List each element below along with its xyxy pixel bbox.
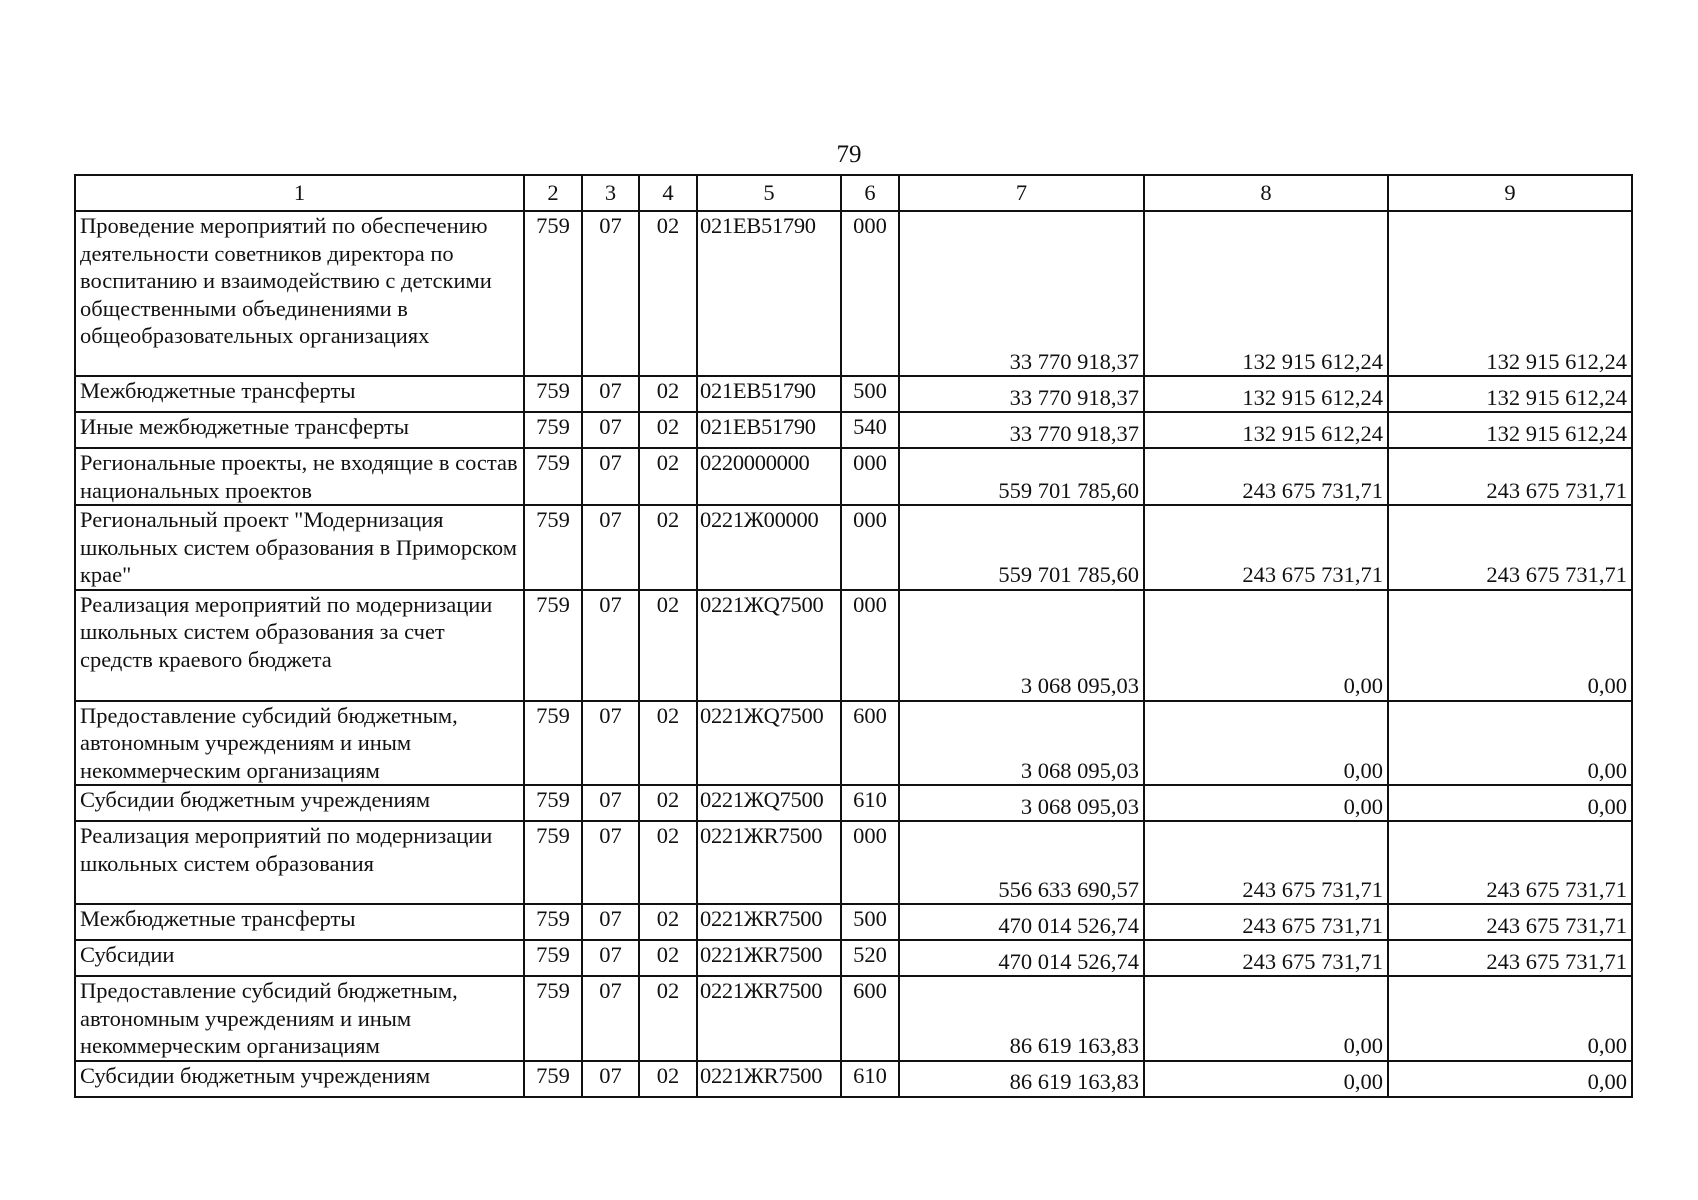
chapter-code-cell: 759 — [524, 448, 582, 505]
amount-cell-col8: 132 915 612,24 — [1144, 211, 1388, 376]
table-row — [75, 904, 1632, 940]
section-code-cell: 07 — [582, 904, 639, 940]
expense-type-code-cell: 000 — [841, 821, 899, 904]
amount-cell-col7: 86 619 163,83 — [899, 1061, 1144, 1097]
amount-cell-col9: 243 675 731,71 — [1388, 448, 1632, 505]
section-code-cell: 07 — [582, 448, 639, 505]
subsection-code-cell: 02 — [639, 976, 697, 1061]
table-row — [75, 505, 1632, 590]
table-row — [75, 1061, 1632, 1097]
expense-type-code-cell: 000 — [841, 505, 899, 590]
chapter-code-cell: 759 — [524, 785, 582, 821]
column-number-header: 7 — [899, 175, 1144, 211]
target-article-code-cell: 0220000000 — [697, 448, 841, 505]
table-row — [75, 376, 1632, 412]
subsection-code-cell: 02 — [639, 904, 697, 940]
amount-cell-col8: 243 675 731,71 — [1144, 904, 1388, 940]
chapter-code-cell: 759 — [524, 211, 582, 376]
amount-cell-col8: 243 675 731,71 — [1144, 448, 1388, 505]
chapter-code-cell: 759 — [524, 1061, 582, 1097]
target-article-code-cell: 0221ЖR7500 — [697, 1061, 841, 1097]
target-article-code-cell: 0221ЖR7500 — [697, 976, 841, 1061]
section-code-cell: 07 — [582, 976, 639, 1061]
expense-type-code-cell: 000 — [841, 448, 899, 505]
row-name-cell: Реализация мероприятий по модернизации школьных систем образования — [75, 821, 524, 904]
target-article-code-cell: 021EB51790 — [697, 376, 841, 412]
amount-cell-col9: 0,00 — [1388, 1061, 1632, 1097]
amount-cell-col7: 559 701 785,60 — [899, 505, 1144, 590]
expense-type-code-cell: 600 — [841, 976, 899, 1061]
target-article-code-cell: 0221ЖR7500 — [697, 940, 841, 976]
amount-cell-col8: 243 675 731,71 — [1144, 505, 1388, 590]
amount-cell-col7: 556 633 690,57 — [899, 821, 1144, 904]
amount-cell-col9: 0,00 — [1388, 590, 1632, 701]
column-number-header: 1 — [75, 175, 524, 211]
subsection-code-cell: 02 — [639, 821, 697, 904]
row-name-cell: Субсидии бюджетным учреждениям — [75, 785, 524, 821]
chapter-code-cell: 759 — [524, 376, 582, 412]
expense-type-code-cell: 000 — [841, 590, 899, 701]
amount-cell-col9: 0,00 — [1388, 785, 1632, 821]
section-code-cell: 07 — [582, 412, 639, 448]
chapter-code-cell: 759 — [524, 940, 582, 976]
amount-cell-col9: 132 915 612,24 — [1388, 412, 1632, 448]
row-name-cell: Субсидии бюджетным учреждениям — [75, 1061, 524, 1097]
subsection-code-cell: 02 — [639, 701, 697, 786]
section-code-cell: 07 — [582, 785, 639, 821]
section-code-cell: 07 — [582, 211, 639, 376]
amount-cell-col7: 470 014 526,74 — [899, 904, 1144, 940]
row-name-cell: Предоставление субсидий бюджетным, автономным учреждениям и иным некоммерческим организациям — [75, 701, 524, 786]
table-row — [75, 821, 1632, 904]
row-name-cell: Субсидии — [75, 940, 524, 976]
section-code-cell: 07 — [582, 376, 639, 412]
target-article-code-cell: 021EB51790 — [697, 211, 841, 376]
amount-cell-col7: 33 770 918,37 — [899, 376, 1144, 412]
subsection-code-cell: 02 — [639, 505, 697, 590]
amount-cell-col8: 132 915 612,24 — [1144, 412, 1388, 448]
table-row — [75, 976, 1632, 1061]
section-code-cell: 07 — [582, 590, 639, 701]
amount-cell-col8: 0,00 — [1144, 701, 1388, 786]
amount-cell-col7: 3 068 095,03 — [899, 701, 1144, 786]
column-number-header: 9 — [1388, 175, 1632, 211]
amount-cell-col8: 132 915 612,24 — [1144, 376, 1388, 412]
amount-cell-col7: 470 014 526,74 — [899, 940, 1144, 976]
subsection-code-cell: 02 — [639, 590, 697, 701]
column-number-header: 2 — [524, 175, 582, 211]
table-row — [75, 940, 1632, 976]
row-name-cell: Региональные проекты, не входящие в состав национальных проектов — [75, 448, 524, 505]
amount-cell-col9: 243 675 731,71 — [1388, 821, 1632, 904]
amount-cell-col8: 243 675 731,71 — [1144, 940, 1388, 976]
target-article-code-cell: 021EB51790 — [697, 412, 841, 448]
amount-cell-col8: 0,00 — [1144, 785, 1388, 821]
row-name-cell: Региональный проект "Модернизация школьных систем образования в Приморском крае" — [75, 505, 524, 590]
column-number-header: 4 — [639, 175, 697, 211]
table-row — [75, 701, 1632, 786]
row-name-cell: Иные межбюджетные трансферты — [75, 412, 524, 448]
expense-type-code-cell: 500 — [841, 904, 899, 940]
table-row — [75, 211, 1632, 376]
column-number-header: 3 — [582, 175, 639, 211]
chapter-code-cell: 759 — [524, 976, 582, 1061]
amount-cell-col9: 243 675 731,71 — [1388, 904, 1632, 940]
chapter-code-cell: 759 — [524, 412, 582, 448]
section-code-cell: 07 — [582, 1061, 639, 1097]
table-row — [75, 590, 1632, 701]
subsection-code-cell: 02 — [639, 448, 697, 505]
chapter-code-cell: 759 — [524, 821, 582, 904]
row-name-cell: Межбюджетные трансферты — [75, 904, 524, 940]
row-name-cell: Проведение мероприятий по обеспечению деятельности советников директора по воспитанию и взаимодействию с детскими общественными объединениями в общеобразовательных организациях — [75, 211, 524, 376]
expense-type-code-cell: 600 — [841, 701, 899, 786]
column-number-header: 5 — [697, 175, 841, 211]
column-number-header: 6 — [841, 175, 899, 211]
subsection-code-cell: 02 — [639, 211, 697, 376]
amount-cell-col7: 559 701 785,60 — [899, 448, 1144, 505]
amount-cell-col7: 33 770 918,37 — [899, 211, 1144, 376]
amount-cell-col7: 3 068 095,03 — [899, 785, 1144, 821]
expense-type-code-cell: 000 — [841, 211, 899, 376]
column-number-header: 8 — [1144, 175, 1388, 211]
chapter-code-cell: 759 — [524, 701, 582, 786]
section-code-cell: 07 — [582, 701, 639, 786]
amount-cell-col7: 33 770 918,37 — [899, 412, 1144, 448]
subsection-code-cell: 02 — [639, 785, 697, 821]
table-row — [75, 412, 1632, 448]
amount-cell-col9: 132 915 612,24 — [1388, 211, 1632, 376]
table-body — [75, 211, 1632, 1097]
expense-type-code-cell: 610 — [841, 785, 899, 821]
amount-cell-col7: 3 068 095,03 — [899, 590, 1144, 701]
row-name-cell: Предоставление субсидий бюджетным, автономным учреждениям и иным некоммерческим организациям — [75, 976, 524, 1061]
table-row — [75, 785, 1632, 821]
chapter-code-cell: 759 — [524, 590, 582, 701]
row-name-cell: Межбюджетные трансферты — [75, 376, 524, 412]
subsection-code-cell: 02 — [639, 412, 697, 448]
expense-type-code-cell: 520 — [841, 940, 899, 976]
amount-cell-col8: 0,00 — [1144, 976, 1388, 1061]
subsection-code-cell: 02 — [639, 940, 697, 976]
expense-type-code-cell: 500 — [841, 376, 899, 412]
amount-cell-col9: 0,00 — [1388, 976, 1632, 1061]
target-article-code-cell: 0221ЖR7500 — [697, 821, 841, 904]
amount-cell-col8: 0,00 — [1144, 1061, 1388, 1097]
page-number: 79 — [836, 141, 862, 168]
section-code-cell: 07 — [582, 940, 639, 976]
amount-cell-col9: 243 675 731,71 — [1388, 505, 1632, 590]
expense-type-code-cell: 540 — [841, 412, 899, 448]
amount-cell-col9: 0,00 — [1388, 701, 1632, 786]
amount-cell-col7: 86 619 163,83 — [899, 976, 1144, 1061]
target-article-code-cell: 0221ЖQ7500 — [697, 701, 841, 786]
section-code-cell: 07 — [582, 505, 639, 590]
target-article-code-cell: 0221ЖR7500 — [697, 904, 841, 940]
chapter-code-cell: 759 — [524, 505, 582, 590]
chapter-code-cell: 759 — [524, 904, 582, 940]
target-article-code-cell: 0221Ж00000 — [697, 505, 841, 590]
subsection-code-cell: 02 — [639, 1061, 697, 1097]
row-name-cell: Реализация мероприятий по модернизации школьных систем образования за счет средств краевого бюджета — [75, 590, 524, 701]
target-article-code-cell: 0221ЖQ7500 — [697, 785, 841, 821]
column-number-header-row — [75, 175, 1632, 211]
table-row — [75, 448, 1632, 505]
amount-cell-col9: 243 675 731,71 — [1388, 940, 1632, 976]
target-article-code-cell: 0221ЖQ7500 — [697, 590, 841, 701]
expense-type-code-cell: 610 — [841, 1061, 899, 1097]
amount-cell-col8: 0,00 — [1144, 590, 1388, 701]
amount-cell-col8: 243 675 731,71 — [1144, 821, 1388, 904]
section-code-cell: 07 — [582, 821, 639, 904]
budget-table — [74, 174, 1633, 1098]
amount-cell-col9: 132 915 612,24 — [1388, 376, 1632, 412]
subsection-code-cell: 02 — [639, 376, 697, 412]
